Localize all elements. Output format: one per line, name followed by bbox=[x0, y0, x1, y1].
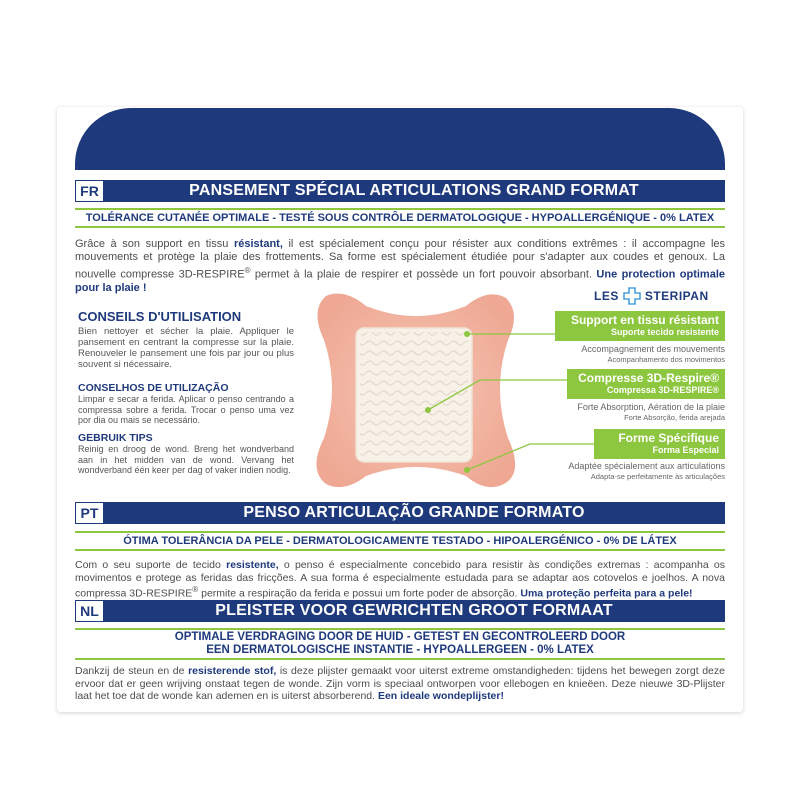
fr-conseils-title: CONSEILS D'UTILISATION bbox=[78, 309, 242, 324]
nl-title: PLEISTER VOOR GEWRICHTEN GROOT FORMAAT bbox=[104, 601, 724, 621]
nl-description: Dankzij de steun en de resisterende stof, is deze plijster gemaakt voor uiterst extreme omstandigheden: tijdens het bewegen zorgt deze ervoor dat er geen wrijving onstaat tegen de wonde. Zijn vorm is speciaal ontworpen voor ellebogen en knieëen. Deze nieuwe 3D-Plijster laat het toe dat de wonde kan ademen en is uiterst absorberend. Een ideale wondeplijster! bbox=[75, 665, 725, 702]
pt-description: Com o seu suporte de tecido resistente, o penso é especialmente concebido para resistir às condições extremas : acompanha os movimentos e protege as feridas das fricções. A sua forma é especialmente estudada para se adaptar aos cotovelos e joelhos. A nova compressa 3D-RESPIRE® permite a respiração da ferida e possui um forte poder de absorção. Uma proteção perfeita para a pele! bbox=[75, 559, 725, 600]
feature-callout-compress: Compresse 3D-Respire® Compressa 3D-RESPIRE® bbox=[567, 369, 725, 399]
nl-conseils-text: Reinig en droog de wond. Breng het wondverband aan in het midden van de wond. Vervang het wondverband één keer per dag of vaker indien nodig. bbox=[78, 444, 294, 475]
brand-les: LES bbox=[594, 289, 619, 303]
nl-conseils-title: GEBRUIK TIPS bbox=[78, 432, 153, 444]
pt-language-code: PT bbox=[76, 503, 104, 523]
pt-subtitle: ÓTIMA TOLERÂNCIA DA PELE - DERMATOLOGICAMENTE TESTADO - HIPOALERGÉNICO - 0% DE LÁTEX bbox=[123, 534, 677, 547]
fr-title: PANSEMENT SPÉCIAL ARTICULATIONS GRAND FORMAT bbox=[104, 181, 724, 201]
nl-subtitle-line1: OPTIMALE VERDRAGING DOOR DE HUID - GETEST EN GECONTROLEERD DOOR bbox=[174, 631, 626, 643]
feature-callout-shape: Forme Spécifique Forma Especial bbox=[594, 429, 725, 459]
nl-subtitle-band bbox=[75, 628, 725, 660]
pt-conseils-text: Limpar e secar a ferida. Aplicar o penso centrando a compressa sobre a ferida. Trocar o penso uma vez por dia ou mais se necessário. bbox=[78, 394, 294, 425]
fr-conseils-text: Bien nettoyer et sécher la plaie. Appliquer le pansement en centrant la compresse sur la plaie. Renouveler le pansement une fois par jour ou plus souvent si nécessaire. bbox=[78, 326, 294, 370]
nl-language-code: NL bbox=[76, 601, 104, 621]
cross-icon bbox=[623, 287, 641, 305]
fr-description: Grâce à son support en tissu résistant, il est spécialement conçu pour résister aux conditions extrêmes : il accompagne les mouvements et protège la plaie des frottements. Sa forme est spécialement étudiée pour s'adapter aux coudes et genoux. La nouvelle compresse 3D-RESPIRE® permet à la plaie de respirer et possède un fort pouvoir absorbant. Une protection optimale pour la plaie ! bbox=[75, 238, 726, 294]
nl-section-header bbox=[75, 600, 725, 622]
feature-caption-shape: Adaptée spécialement aux articulations Adapta-se perfeitamente às articulações bbox=[568, 461, 725, 481]
brand-logo bbox=[594, 287, 709, 305]
pt-section-header bbox=[75, 502, 725, 524]
nl-subtitle-line2: EEN DERMATOLOGISCHE INSTANTIE - HYPOALLERGEEN - 0% LATEX bbox=[206, 644, 594, 656]
brand-name: STERIPAN bbox=[644, 289, 709, 303]
pt-conseils-title: CONSELHOS DE UTILIZAÇÃO bbox=[78, 382, 229, 394]
pt-title: PENSO ARTICULAÇÃO GRANDE FORMATO bbox=[104, 503, 724, 523]
feature-caption-compress: Forte Absorption, Aération de la plaie Forte Absorção, ferida arejada bbox=[577, 402, 725, 422]
fr-language-code: FR bbox=[76, 181, 104, 201]
feature-callout-support: Support en tissu résistant Suporte tecido resistente bbox=[555, 311, 725, 341]
feature-caption-support: Accompagnement des mouvements Acompanhamento dos movimentos bbox=[581, 344, 725, 364]
fr-subtitle: TOLÉRANCE CUTANÉE OPTIMALE - TESTÉ SOUS CONTRÔLE DERMATOLOGIQUE - HYPOALLERGÉNIQUE - 0% LATEX bbox=[85, 211, 715, 224]
pt-subtitle-band bbox=[75, 531, 725, 551]
